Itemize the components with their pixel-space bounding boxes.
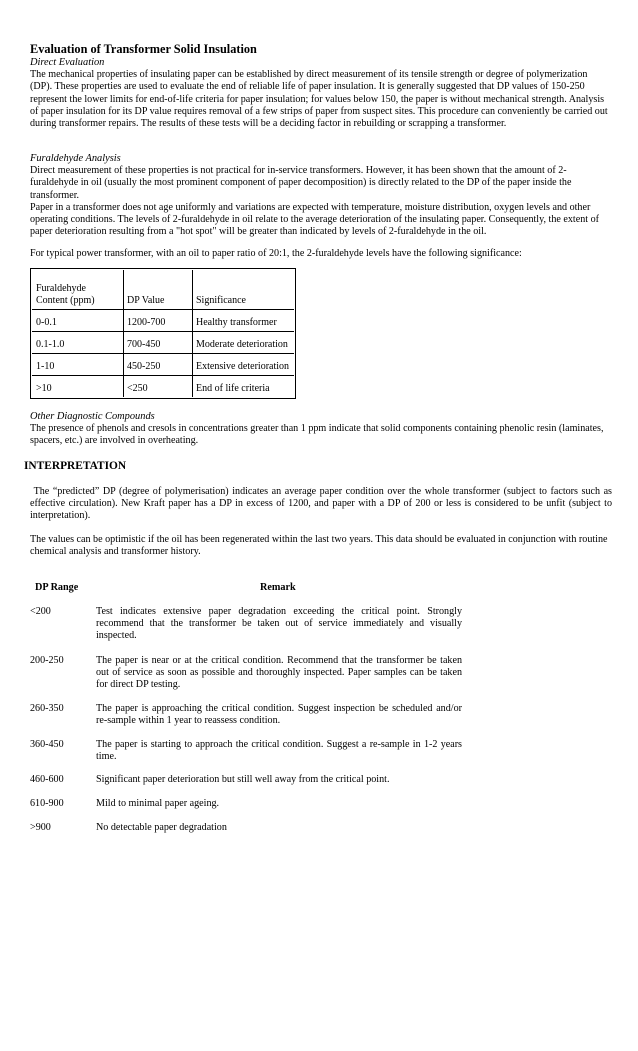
furaldehyde-table (30, 268, 296, 399)
table-cell-content: 0-0.1 (32, 309, 124, 331)
document-title: Evaluation of Transformer Solid Insulation (30, 42, 257, 56)
direct-evaluation-heading: Direct Evaluation (30, 57, 105, 68)
range-value: 360-450 (30, 739, 64, 750)
table-cell-content: 1-10 (32, 353, 124, 375)
dp-range-column-header: DP Range (35, 582, 79, 593)
table-cell-significance: Moderate deterioration (193, 331, 295, 353)
furaldehyde-intro: For typical power transformer, with an oil to paper ratio of 20:1, the 2-furaldehyde levels have the following significance: (30, 248, 522, 260)
table-cell-significance: Extensive deterioration (193, 353, 295, 375)
table-cell-significance: End of life criteria (196, 383, 270, 394)
furaldehyde-heading: Furaldehyde Analysis (30, 153, 121, 164)
range-value: <200 (30, 606, 51, 617)
range-value: >900 (30, 822, 51, 833)
other-compounds-body: The presence of phenols and cresols in concentrations greater than 1 ppm indicate that solid components containing phenolic resin (laminates, spacers, etc.) are involved in overheating. (30, 423, 604, 447)
table-row (32, 353, 294, 375)
interpretation-text-1: The “predicted” DP (degree of polymerisation) indicates an average paper condition over the whole transformer (subject to factors such as effective circulation). New Kraft paper has a DP in excess of 1200, and paper with a DP of 200 or less is considered to be unfit (subject to interpretation). (30, 486, 615, 522)
range-value: 200-250 (30, 655, 64, 666)
remark-column-header: Remark (260, 582, 296, 593)
table-cell-dp: 450-250 (124, 353, 193, 375)
table-cell-significance: Healthy transformer (193, 309, 295, 331)
range-remark: Test indicates extensive paper degradation exceeding the critical point. Strongly recommend that the transformer be taken out of service immediately and visually inspected. (96, 606, 462, 642)
table-row (32, 376, 294, 397)
table-header-dp: DP Value (124, 270, 193, 309)
range-value: 610-900 (30, 798, 64, 809)
table-header-significance: Significance (193, 270, 295, 309)
table-cell-content: >10 (32, 376, 124, 397)
table-header-row (32, 270, 294, 309)
range-remark: The paper is approaching the critical condition. Suggest inspection be scheduled and/or re-sample within 1 year to reassess condition. (96, 703, 462, 727)
interpretation-paragraph-1 (30, 486, 615, 523)
range-remark: The paper is starting to approach the critical condition. Suggest a re-sample in 1-2 years time. (96, 739, 462, 763)
range-remark: Mild to minimal paper ageing. (96, 798, 220, 809)
furaldehyde-section (30, 153, 612, 261)
table-row (32, 331, 294, 353)
table-cell-dp: 700-450 (124, 331, 193, 353)
furaldehyde-body-1: Direct measurement of these properties is not practical for in-service transformers. However, it has been shown that the amount of 2-furaldehyde in oil (usually the most prominent component of paper decomposition) is directly related to the DP of the paper inside the transformer. (30, 165, 572, 201)
other-compounds-section (30, 411, 612, 448)
range-remark: No detectable paper degradation (96, 822, 227, 833)
other-compounds-heading: Other Diagnostic Compounds (30, 411, 155, 422)
direct-evaluation-body: The mechanical properties of insulating paper can be established by direct measurement of its tensile strength or degree of polymerization (DP). These properties are used to evaluate the end of reliable life of paper insulation. It is generally suggested that DP values of 150-250 represent the lower limits for end-of-life criteria for paper insulation; for values below 150, the paper is without mechanical strength. Analysis of paper insulation for its DP value requires removal of a few strips of paper from suspect sites. This procedure can conveniently be carried out during transformer repairs. The results of these tests will be a deciding factor in rebuilding or scrapping a transformer. (30, 69, 608, 130)
range-remark: The paper is near or at the critical condition. Recommend that the transformer be taken out of service as soon as possible and thoroughly inspected. Paper samples can be taken for direct DP testing. (96, 655, 462, 691)
range-value: 260-350 (30, 703, 64, 714)
range-remark: Significant paper deterioration but still well away from the critical point. (96, 774, 390, 785)
direct-evaluation-section (30, 57, 612, 130)
table-cell-dp: <250 (124, 376, 193, 397)
interpretation-heading: INTERPRETATION (24, 460, 127, 472)
furaldehyde-body-2: Paper in a transformer does not age uniformly and variations are expected with temperature, moisture distribution, oxygen levels and other operating conditions. The levels of 2-furaldehyde in oil relate to the average deterioration of the insulating paper. Consequently, the extent of paper deterioration resulting from a "hot spot" will be greater than indicated by levels of 2-furaldehyde in the oil. (30, 201, 599, 238)
table-cell-dp: 1200-700 (124, 309, 193, 331)
table-row (32, 309, 294, 331)
interpretation-paragraph-2 (30, 534, 612, 558)
table-cell-content: 0.1-1.0 (32, 331, 124, 353)
range-value: 460-600 (30, 774, 64, 785)
table-header-content: Furaldehyde Content (ppm) (32, 270, 124, 309)
interpretation-text-2: The values can be optimistic if the oil has been regenerated within the last two years. This data should be evaluated in conjunction with routine chemical analysis and transformer history. (30, 534, 608, 558)
